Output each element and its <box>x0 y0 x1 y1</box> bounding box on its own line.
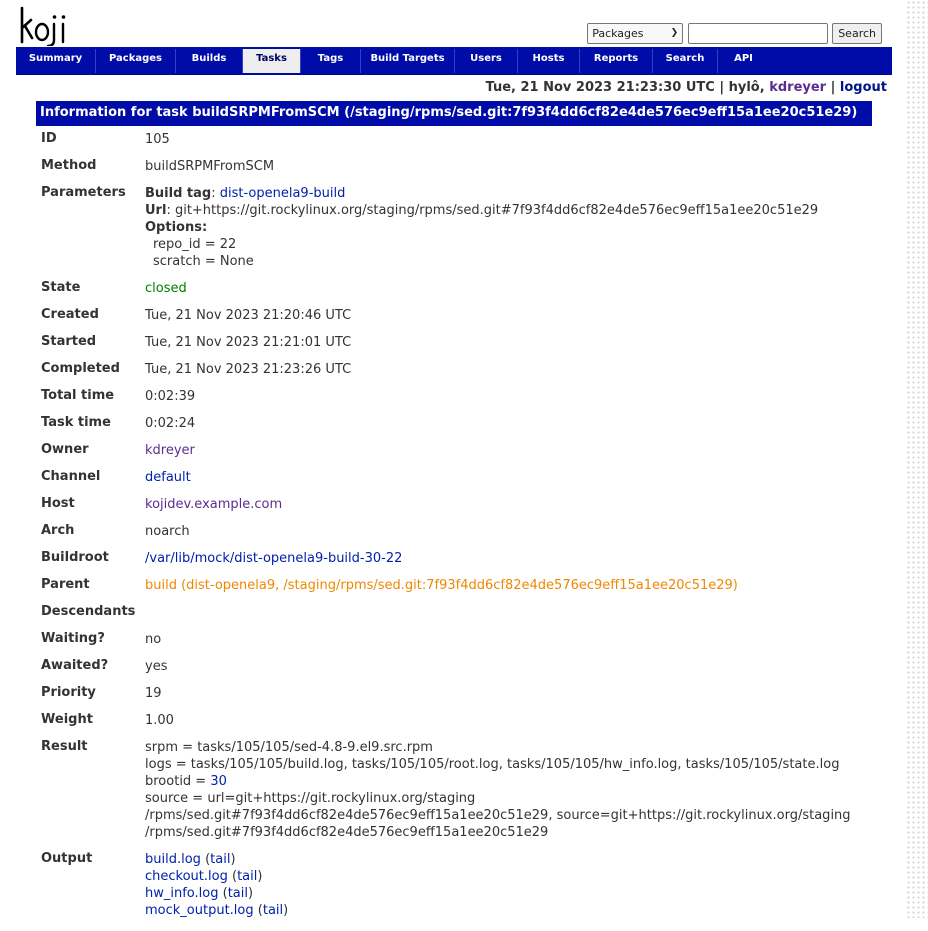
tab-summary[interactable]: Summary <box>28 53 83 64</box>
label-method: Method <box>41 158 97 173</box>
label-task-time: Task time <box>41 415 111 430</box>
row-arch <box>36 523 892 550</box>
tail-link[interactable]: tail <box>262 903 284 918</box>
owner-link[interactable]: kdreyer <box>145 443 195 458</box>
label-parent: Parent <box>41 577 90 592</box>
param-option-repo-id: repo_id = 22 <box>153 237 237 252</box>
param-option-scratch: scratch = None <box>153 254 254 269</box>
result-brootid-label: brootid = <box>145 774 211 789</box>
page-title: Information for task buildSRPMFromSCM (/staging/rpms/sed.git:7f93f4dd6cf82e4de576ec9eff15a1ee20c51e29) <box>36 101 872 126</box>
value-priority: 19 <box>145 686 162 701</box>
build-tag-link[interactable]: dist-openela9-build <box>219 186 346 201</box>
row-task-time <box>36 415 892 442</box>
row-waiting <box>36 631 892 658</box>
output-file-link[interactable]: hw_info.log <box>145 886 219 901</box>
parent-task-link[interactable]: build (dist-openela9, /staging/rpms/sed.git:7f93f4dd6cf82e4de576ec9eff15a1ee20c51e29) <box>145 578 738 593</box>
value-id: 105 <box>145 132 170 147</box>
label-total-time: Total time <box>41 388 115 403</box>
brootid-link[interactable]: 30 <box>210 774 227 789</box>
row-priority <box>36 685 892 712</box>
tab-packages[interactable]: Packages <box>95 49 175 73</box>
host-link[interactable]: kojidev.example.com <box>145 497 283 512</box>
row-channel <box>36 469 892 496</box>
user-bar <box>486 80 887 95</box>
label-waiting: Waiting? <box>41 631 105 646</box>
tab-api[interactable]: API <box>717 49 769 73</box>
output-item: mock_output.log (tail) <box>145 903 289 918</box>
status-badge: closed <box>145 281 187 296</box>
value-started: Tue, 21 Nov 2023 21:21:01 UTC <box>145 335 352 350</box>
value-created: Tue, 21 Nov 2023 21:20:46 UTC <box>145 308 352 323</box>
value-arch: noarch <box>145 524 190 539</box>
label-descendants: Descendants <box>41 604 136 619</box>
tail-link[interactable]: tail <box>227 886 248 901</box>
row-created <box>36 307 892 334</box>
main-nav <box>16 47 892 75</box>
value-awaited: yes <box>145 659 168 674</box>
tab-users[interactable]: Users <box>454 49 517 73</box>
value-task-time: 0:02:24 <box>145 416 196 431</box>
tab-builds[interactable]: Builds <box>175 49 242 73</box>
label-priority: Priority <box>41 685 96 700</box>
label-host: Host <box>41 496 75 511</box>
label-started: Started <box>41 334 97 349</box>
value-method: buildSRPMFromSCM <box>145 159 275 174</box>
result-source-3: /rpms/sed.git#7f93f4dd6cf82e4de576ec9eff15a1ee20c51e29 <box>145 825 549 840</box>
search-input[interactable] <box>688 23 828 44</box>
row-parent <box>36 577 892 604</box>
label-weight: Weight <box>41 712 93 727</box>
header <box>16 0 892 46</box>
label-arch: Arch <box>41 523 75 538</box>
result-srpm: srpm = tasks/105/105/sed-4.8-9.el9.src.rpm <box>145 740 433 755</box>
tab-search[interactable]: Search <box>652 49 717 73</box>
result-logs: logs = tasks/105/105/build.log, tasks/105/105/root.log, tasks/105/105/hw_info.log, tasks/105/105/state.log <box>145 757 840 772</box>
output-file-link[interactable]: mock_output.log <box>145 903 254 918</box>
separator: | <box>719 80 725 95</box>
label-buildroot: Buildroot <box>41 550 109 565</box>
search-button[interactable]: Search <box>832 23 882 44</box>
tail-link[interactable]: tail <box>210 852 231 867</box>
label-created: Created <box>41 307 99 322</box>
param-build-tag-label: Build tag <box>145 186 212 201</box>
output-file-link[interactable]: build.log <box>145 852 201 867</box>
row-parameters: Parameters Build tag: dist-openela9-build Url: git+https://git.rockylinux.org/staging/rpms/sed.git#7f93f4dd6cf82e4de576ec9eff15a1ee20c51e29 Options: repo_id = 22 scratch = None <box>36 185 892 280</box>
search-type-select[interactable] <box>587 23 683 44</box>
row-awaited <box>36 658 892 685</box>
value-completed: Tue, 21 Nov 2023 21:23:26 UTC <box>145 362 352 377</box>
tab-hosts[interactable]: Hosts <box>517 49 579 73</box>
greeting: hylô, <box>728 80 765 95</box>
value-waiting: no <box>145 632 162 647</box>
user-link[interactable]: kdreyer <box>769 80 827 95</box>
row-result <box>36 739 892 851</box>
result-source-1: source = url=git+https://git.rockylinux.org/staging <box>145 791 476 806</box>
row-started <box>36 334 892 361</box>
result-source-2: /rpms/sed.git#7f93f4dd6cf82e4de576ec9eff15a1ee20c51e29, source=git+https://git.rockylinux.org/staging <box>145 808 851 823</box>
dotted-page-border <box>906 0 928 918</box>
tab-tags[interactable]: Tags <box>300 49 360 73</box>
row-buildroot <box>36 550 892 577</box>
current-time: Tue, 21 Nov 2023 21:23:30 UTC <box>485 80 715 95</box>
tail-link[interactable]: tail <box>237 869 258 884</box>
label-completed: Completed <box>41 361 120 376</box>
label-id: ID <box>41 131 57 146</box>
row-weight <box>36 712 892 739</box>
separator: | <box>830 80 836 95</box>
buildroot-link[interactable]: /var/lib/mock/dist-openela9-build-30-22 <box>145 551 403 566</box>
label-state: State <box>41 280 81 295</box>
output-item: hw_info.log (tail) <box>145 886 254 901</box>
param-url-label: Url <box>145 203 167 218</box>
output-item: checkout.log (tail) <box>145 869 263 884</box>
row-output <box>36 851 892 931</box>
param-url-value: : git+https://git.rockylinux.org/staging/rpms/sed.git#7f93f4dd6cf82e4de576ec9eff15a1ee20c51e29 <box>166 203 819 218</box>
search-type-value: Packages <box>592 26 644 40</box>
task-info-table <box>36 131 892 931</box>
channel-link[interactable]: default <box>145 470 191 485</box>
value-weight: 1.00 <box>145 713 174 728</box>
row-completed <box>36 361 892 388</box>
row-method <box>36 158 892 185</box>
row-total-time <box>36 388 892 415</box>
row-host <box>36 496 892 523</box>
output-item: build.log (tail) <box>145 852 236 867</box>
row-descendants <box>36 604 892 631</box>
label-owner: Owner <box>41 442 89 457</box>
label-output: Output <box>41 851 93 866</box>
label-awaited: Awaited? <box>41 658 109 673</box>
tab-reports[interactable]: Reports <box>579 49 652 73</box>
tab-tasks[interactable]: Tasks <box>242 49 300 73</box>
label-result: Result <box>41 739 88 754</box>
row-state <box>36 280 892 307</box>
param-options-label: Options: <box>145 220 208 235</box>
value-total-time: 0:02:39 <box>145 389 196 404</box>
search-form <box>587 22 882 44</box>
koji-logo[interactable] <box>18 6 68 46</box>
row-id <box>36 131 892 158</box>
chevron-down-icon: ❯ <box>670 28 679 38</box>
label-parameters: Parameters <box>41 185 126 200</box>
row-owner <box>36 442 892 469</box>
tab-build-targets[interactable]: Build Targets <box>360 49 454 73</box>
logout-link[interactable]: logout <box>839 80 887 95</box>
label-channel: Channel <box>41 469 101 484</box>
output-file-link[interactable]: checkout.log <box>145 869 228 884</box>
